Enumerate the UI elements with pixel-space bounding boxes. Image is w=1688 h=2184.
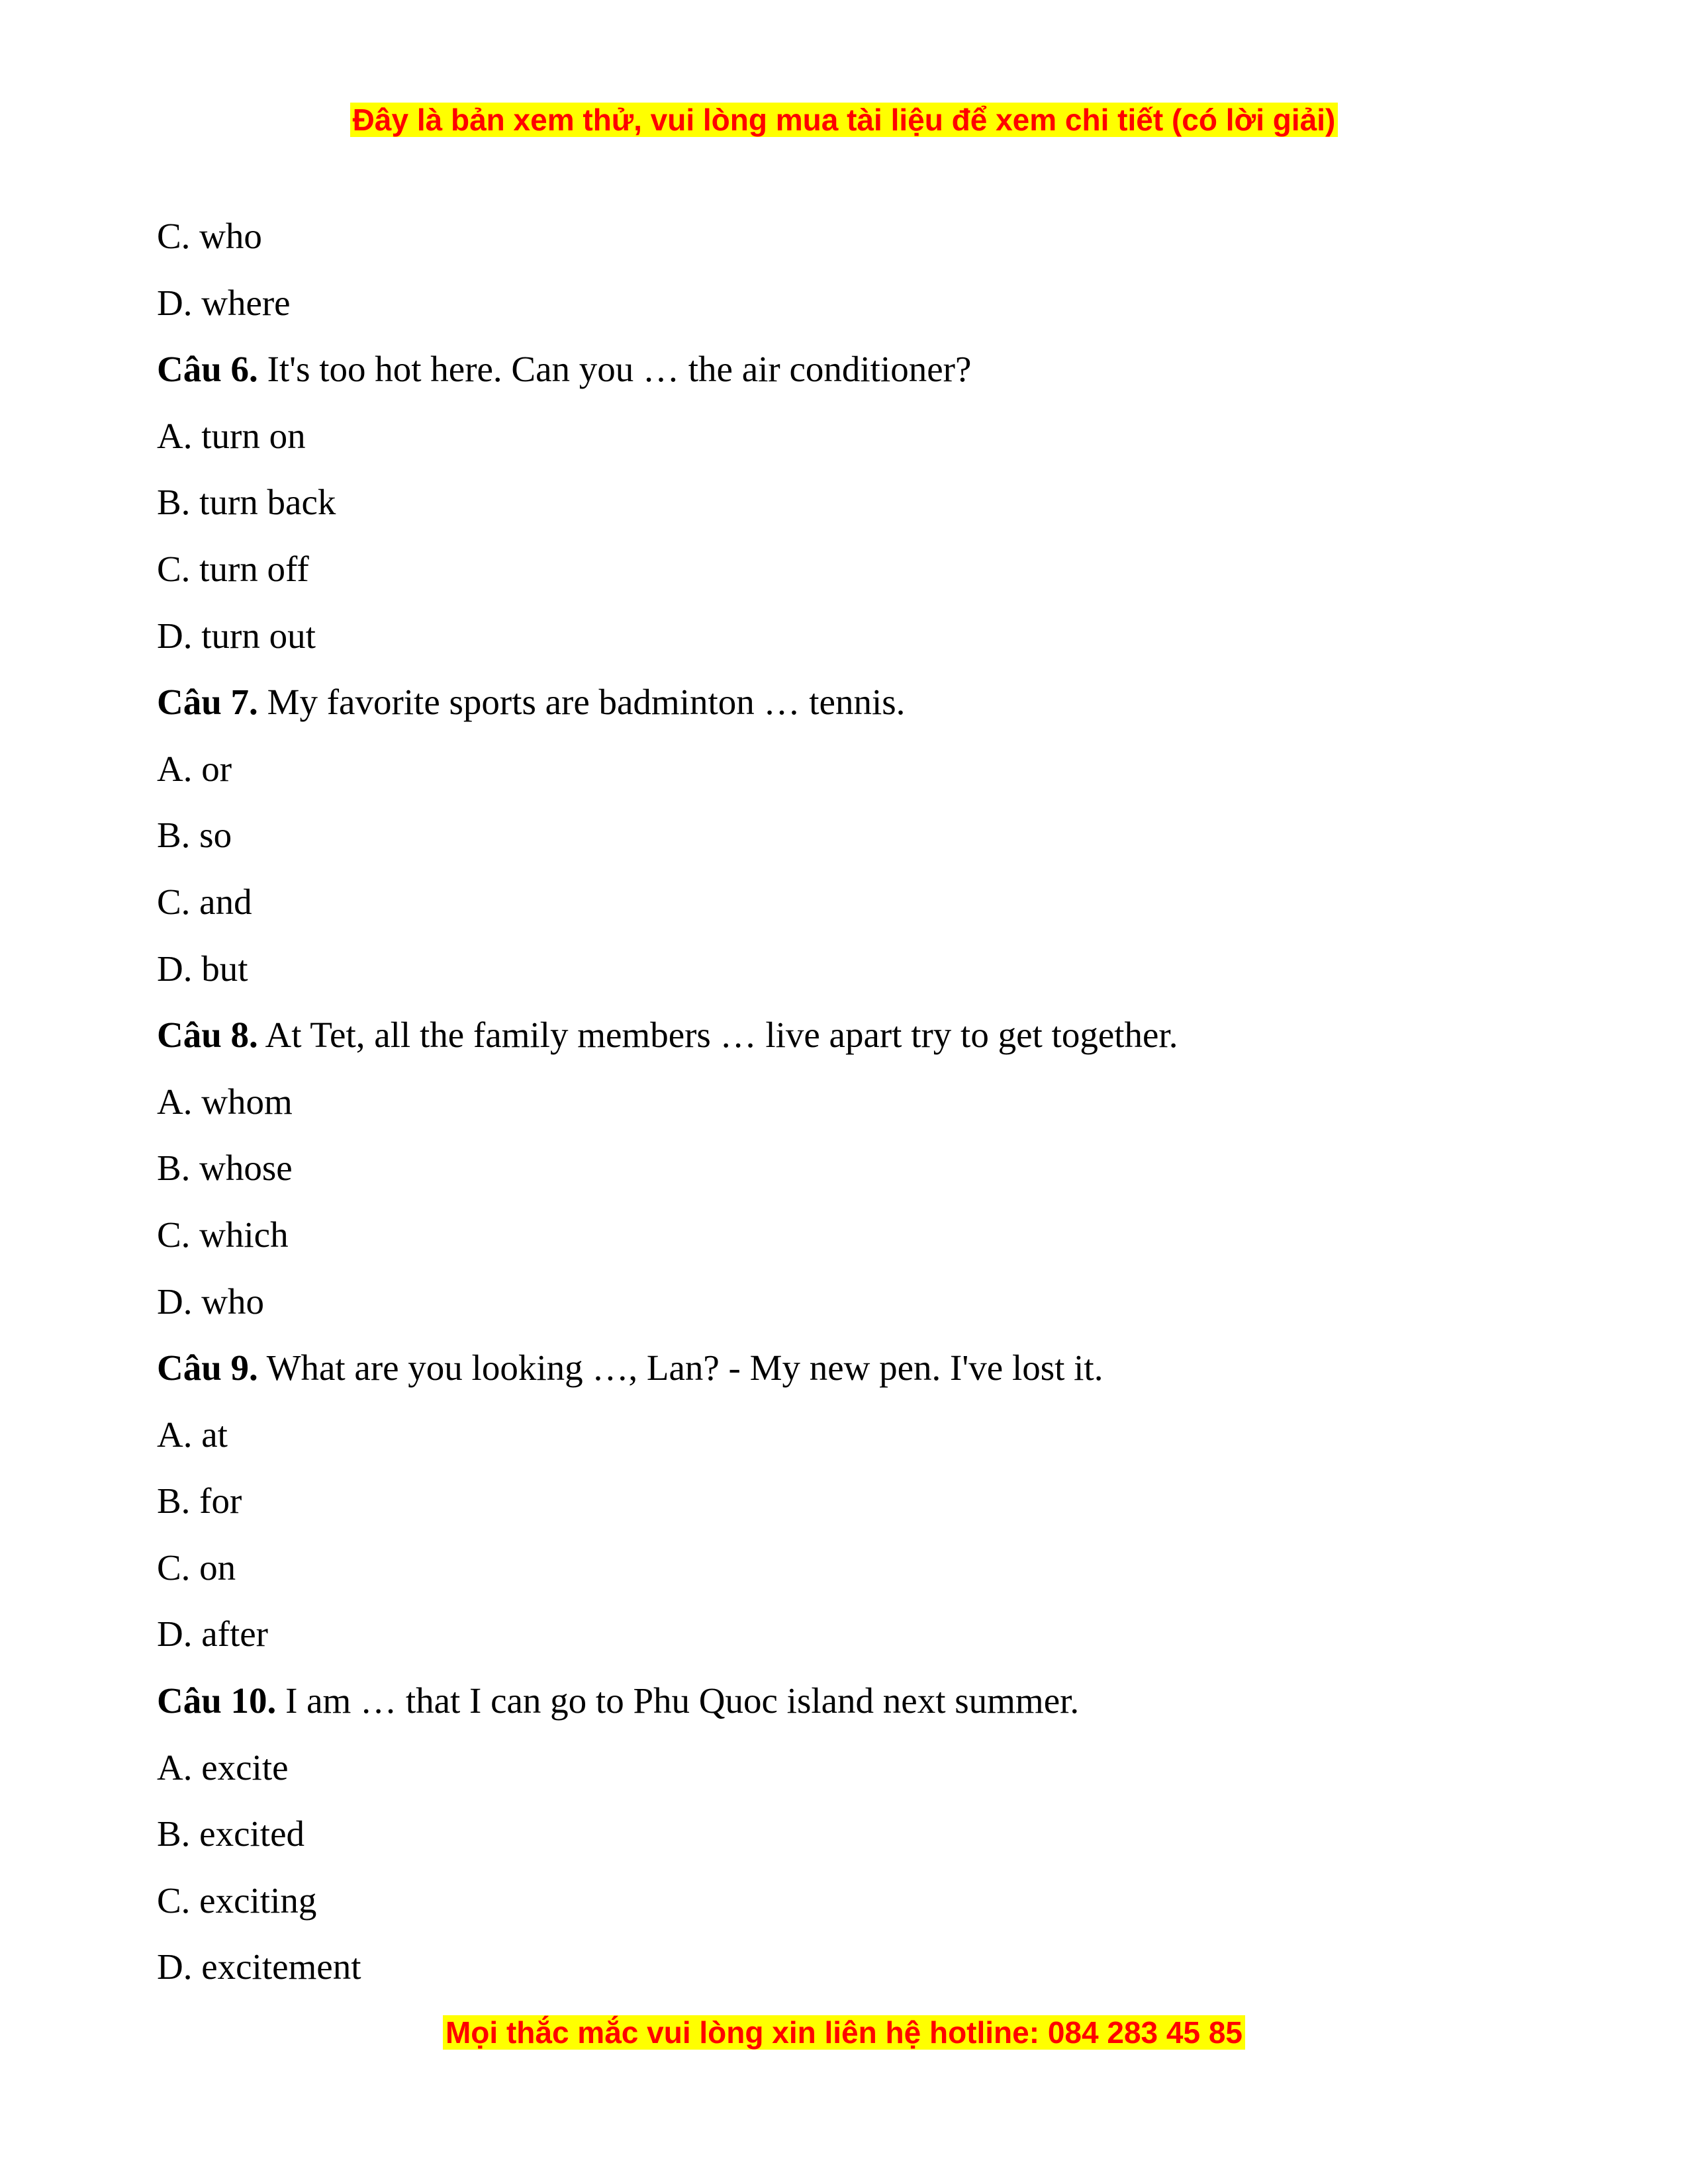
option-d-q8: D. who [157, 1281, 264, 1322]
preview-notice-text: Đây là bản xem thử, vui lòng mua tài liệu để xem chi tiết (có lời giải) [350, 103, 1338, 137]
option-b-q10: B. excited [157, 1813, 305, 1854]
option-d-q9: D. after [157, 1614, 268, 1655]
question-text: At Tet, all the family members … live apart try to get together. [258, 1015, 1178, 1056]
option-a-q10: A. excite [157, 1747, 289, 1788]
question-label: Câu 8. [157, 1015, 258, 1056]
option-c-q7: C. and [157, 881, 252, 922]
option-d-q5: D. where [157, 282, 291, 323]
question-6 [157, 346, 1547, 413]
option-c-q5: C. who [157, 216, 262, 256]
option-d-q7: D. but [157, 948, 248, 989]
question-text: My favorite sports are badminton … tennis. [258, 682, 906, 723]
option-d-q6: D. turn out [157, 615, 316, 656]
option-c-q6: C. turn off [157, 548, 309, 589]
hotline-notice-banner [0, 2012, 1688, 2053]
hotline-notice-text: Mọi thắc mắc vui lòng xin liên hệ hotline: 084 283 45 85 [443, 2015, 1245, 2050]
option-a-q8: A. whom [157, 1081, 293, 1122]
question-text: What are you looking …, Lan? - My new pen. I've lost it. [258, 1347, 1103, 1388]
question-10 [157, 1678, 1547, 1745]
option-b-q8: B. whose [157, 1148, 293, 1189]
option-a-q6: A. turn on [157, 415, 306, 456]
question-label: Câu 7. [157, 682, 258, 723]
question-7 [157, 679, 1547, 746]
option-c-q8: C. which [157, 1214, 289, 1255]
question-text: I am … that I can go to Phu Quoc island next summer. [276, 1680, 1080, 1721]
option-a-q9: A. at [157, 1414, 228, 1455]
option-c-q9: C. on [157, 1547, 236, 1588]
option-b-q6: B. turn back [157, 482, 336, 523]
question-label: Câu 9. [157, 1347, 258, 1388]
question-text: It's too hot here. Can you … the air conditioner? [258, 349, 972, 390]
question-8 [157, 1012, 1547, 1079]
option-d-q10: D. excitement [157, 1946, 361, 1987]
question-list [157, 213, 1547, 2011]
option-c-q10: C. exciting [157, 1880, 317, 1921]
question-label: Câu 10. [157, 1680, 277, 1721]
option-b-q7: B. so [157, 815, 232, 856]
question-9 [157, 1345, 1547, 1412]
option-a-q7: A. or [157, 748, 232, 789]
preview-notice-banner [0, 99, 1688, 140]
question-label: Câu 6. [157, 349, 258, 390]
option-b-q9: B. for [157, 1480, 242, 1522]
